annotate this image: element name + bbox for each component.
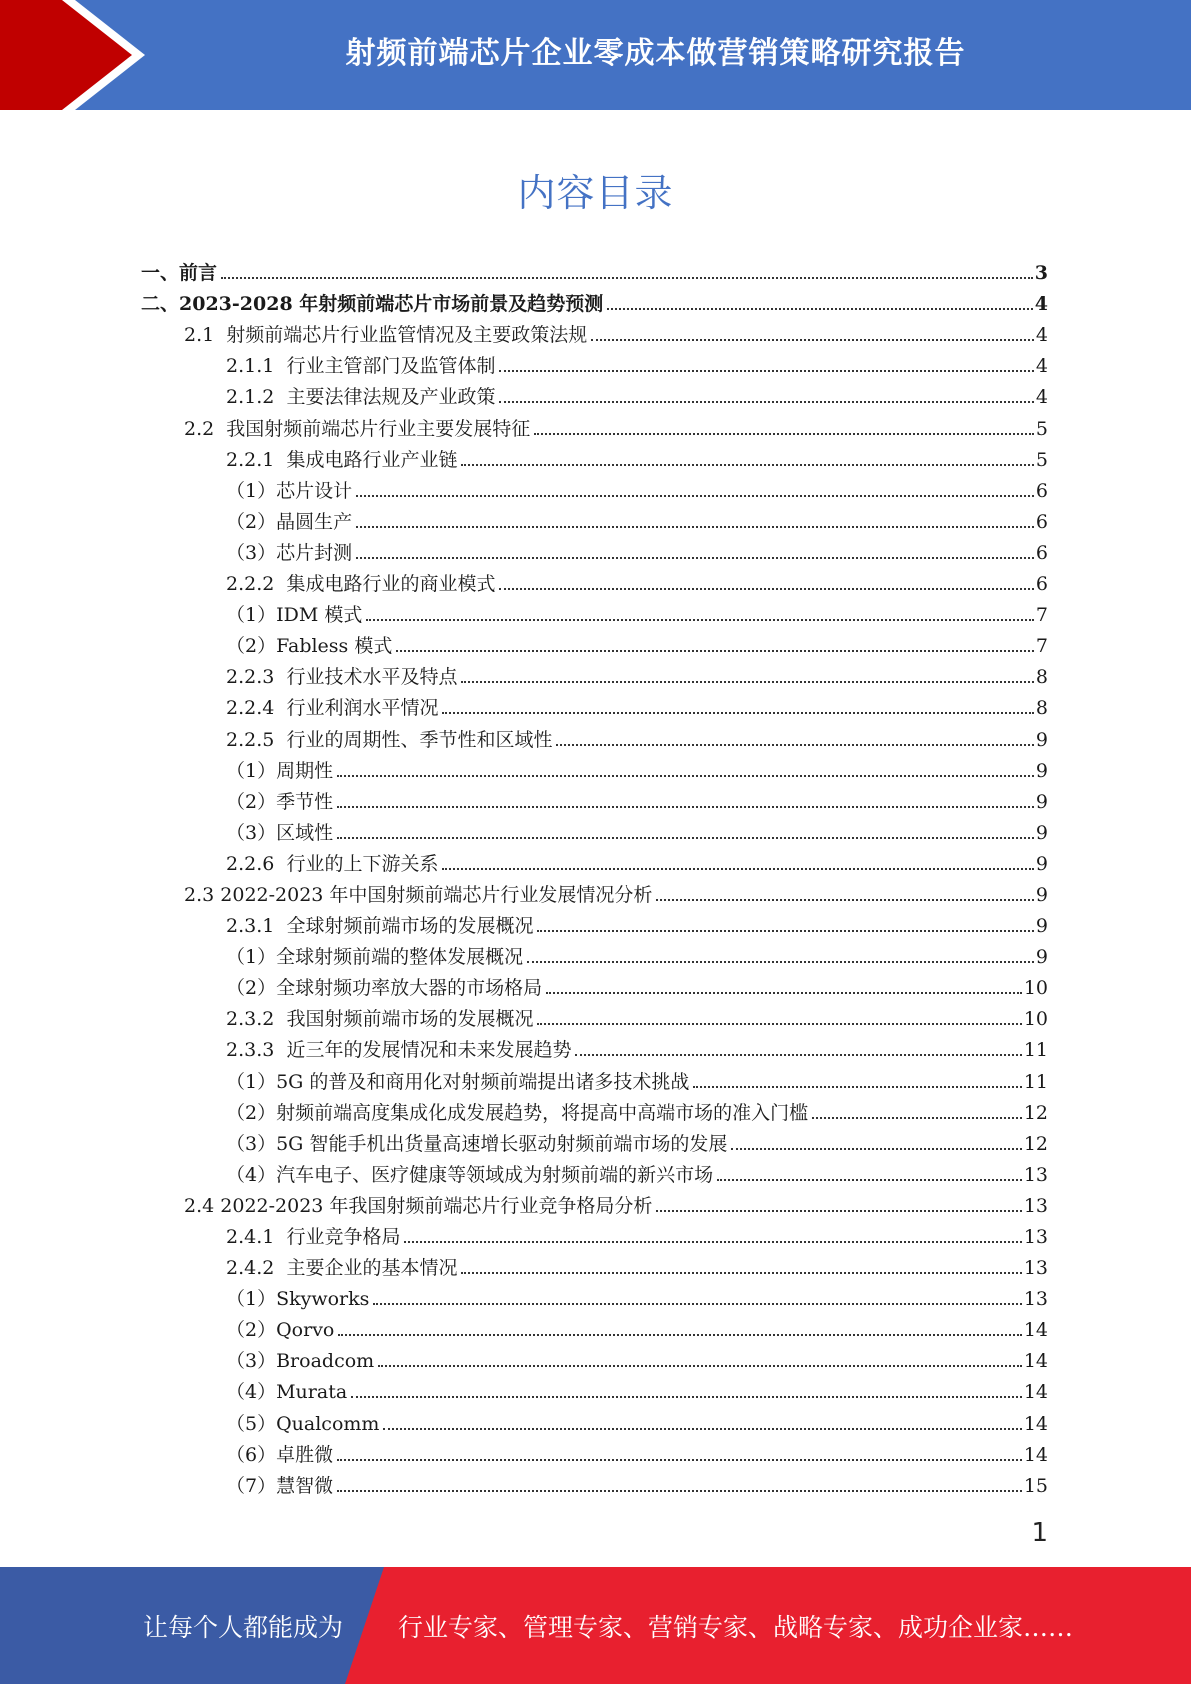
toc-leader-dots <box>356 495 1034 497</box>
toc-entry-page: 14 <box>1023 1381 1048 1404</box>
toc-leader-dots <box>499 370 1033 372</box>
toc-entry-number: （1） <box>226 604 277 627</box>
toc-entry-number: （1） <box>226 479 277 502</box>
toc-entry[interactable] <box>141 1341 1048 1372</box>
toc-entry-label: 2022-2023 年我国射频前端芯片行业竞争格局分析 <box>220 1194 653 1217</box>
toc-entry-page: 14 <box>1023 1350 1048 1373</box>
toc-entry-page: 3 <box>1034 262 1048 285</box>
toc-entry-page: 6 <box>1035 479 1048 502</box>
toc-leader-dots <box>461 464 1033 466</box>
toc-leader-dots <box>351 1396 1022 1398</box>
toc-leader-dots <box>461 681 1033 683</box>
toc-entry[interactable] <box>141 315 1048 346</box>
toc-entry-number: （3） <box>226 541 277 564</box>
toc-leader-dots <box>356 526 1034 528</box>
toc-entry[interactable] <box>141 1310 1048 1341</box>
toc-entry[interactable] <box>141 408 1048 439</box>
toc-leader-dots <box>404 1241 1021 1243</box>
toc-entry-page: 6 <box>1035 510 1048 533</box>
toc-entry-number: （1） <box>226 1288 277 1311</box>
toc-leader-dots <box>537 1023 1021 1025</box>
toc-entry-page: 10 <box>1023 977 1048 1000</box>
toc-leader-dots <box>527 961 1034 963</box>
toc-entry-number: 2.4 <box>184 1194 221 1217</box>
toc-entry-label: 季节性 <box>276 790 334 813</box>
toc-entry-label: Skyworks <box>276 1288 370 1311</box>
toc-entry-label: 2023-2028 年射频前端芯片市场前景及趋势预测 <box>179 293 604 316</box>
toc-entry-number: 2.2.3 <box>226 666 287 689</box>
toc-entry-label: IDM 模式 <box>276 604 363 627</box>
toc-entry-label: 主要企业的基本情况 <box>286 1257 458 1280</box>
toc-entry-label: 行业技术水平及特点 <box>286 666 458 689</box>
report-title: 射频前端芯片企业零成本做营销策略研究报告 <box>345 36 966 71</box>
toc-entry[interactable] <box>141 657 1048 688</box>
toc-entry-number: 2.2.1 <box>226 448 287 471</box>
toc-entry-number: 一、 <box>141 262 180 285</box>
toc-leader-dots <box>461 1272 1021 1274</box>
toc-leader-dots <box>337 837 1034 839</box>
toc-entry-number: （1） <box>226 1070 277 1093</box>
toc-entry-page: 9 <box>1035 915 1048 938</box>
toc-entry-label: Fabless 模式 <box>276 635 393 658</box>
toc-leader-dots <box>656 899 1033 901</box>
toc-entry-label: 全球射频前端的整体发展概况 <box>276 946 524 969</box>
toc-entry-page: 8 <box>1035 697 1048 720</box>
toc-entry-page: 5 <box>1035 417 1048 440</box>
toc-entry[interactable] <box>141 844 1048 875</box>
toc-entry-label: 汽车电子、医疗健康等领域成为射频前端的新兴市场 <box>276 1163 714 1186</box>
toc-entry-number: 2.4.2 <box>226 1257 287 1280</box>
toc-entry-number: 2.2.5 <box>226 728 287 751</box>
toc-entry-number: （4） <box>226 1381 277 1404</box>
toc-entry-label: 区域性 <box>276 821 334 844</box>
toc-entry[interactable] <box>141 1217 1048 1248</box>
toc-entry[interactable] <box>141 502 1048 533</box>
toc-entry-page: 9 <box>1035 883 1048 906</box>
toc-leader-dots <box>591 339 1034 341</box>
toc-entry-label: 我国射频前端芯片行业主要发展特征 <box>226 417 531 440</box>
toc-entry[interactable] <box>141 906 1048 937</box>
toc-leader-dots <box>337 1490 1022 1492</box>
toc-leader-dots <box>812 1117 1022 1119</box>
toc-entry-page: 7 <box>1035 604 1048 627</box>
footer-slogan-right: 行业专家、管理专家、营销专家、战略专家、成功企业家…… <box>398 1612 1074 1642</box>
toc-entry-label: 行业主管部门及监管体制 <box>286 355 496 378</box>
toc-leader-dots <box>534 433 1034 435</box>
footer-slogan-left: 让每个人都能成为 <box>143 1612 344 1642</box>
toc-entry-label: 慧智微 <box>276 1474 334 1497</box>
toc-entry-page: 13 <box>1023 1194 1048 1217</box>
toc-entry-label: 集成电路行业的商业模式 <box>286 573 496 596</box>
toc-entry-number: 2.3.3 <box>226 1039 287 1062</box>
toc-entry-label: 周期性 <box>276 759 334 782</box>
toc-entry-label: 近三年的发展情况和未来发展趋势 <box>286 1039 572 1062</box>
toc-leader-dots <box>337 806 1034 808</box>
toc-entry-page: 9 <box>1035 790 1048 813</box>
toc-entry-number: （3） <box>226 1350 277 1373</box>
toc-entry-page: 4 <box>1035 324 1048 347</box>
toc-entry[interactable] <box>141 782 1048 813</box>
toc-leader-dots <box>442 868 1033 870</box>
toc-entry[interactable] <box>141 1279 1048 1310</box>
toc-entry-label: 行业利润水平情况 <box>286 697 439 720</box>
toc-entry[interactable] <box>141 1093 1048 1124</box>
toc-leader-dots <box>396 650 1034 652</box>
toc-entry-number: （2） <box>226 510 277 533</box>
toc-entry-label: 晶圆生产 <box>276 510 353 533</box>
toc-entry-label: 2022-2023 年中国射频前端芯片行业发展情况分析 <box>220 883 653 906</box>
toc-entry[interactable] <box>141 1186 1048 1217</box>
toc-entry-number: 2.2.2 <box>226 573 287 596</box>
toc-entry-page: 6 <box>1035 573 1048 596</box>
toc-entry-page: 13 <box>1023 1163 1048 1186</box>
toc-leader-dots <box>356 557 1034 559</box>
page-number: 1 <box>1031 1518 1048 1548</box>
toc-entry[interactable] <box>141 1403 1048 1434</box>
toc-entry[interactable] <box>141 626 1048 657</box>
toc-entry-page: 12 <box>1023 1101 1048 1124</box>
toc-entry[interactable] <box>141 1155 1048 1186</box>
toc-entry-page: 9 <box>1035 821 1048 844</box>
toc-leader-dots <box>337 1459 1022 1461</box>
toc-entry-number: 2.2 <box>184 417 227 440</box>
toc-entry[interactable] <box>141 533 1048 564</box>
toc-entry-number: （2） <box>226 1101 277 1124</box>
toc-entry-page: 12 <box>1023 1132 1048 1155</box>
toc-entry-page: 8 <box>1035 666 1048 689</box>
toc-entry[interactable] <box>141 1435 1048 1466</box>
toc-entry-label: 主要法律法规及产业政策 <box>286 386 496 409</box>
toc-entry-number: （2） <box>226 977 277 1000</box>
toc-leader-dots <box>337 775 1034 777</box>
toc-entry-label: Broadcom <box>276 1350 375 1373</box>
toc-entry-label: 卓胜微 <box>276 1443 334 1466</box>
toc-entry-label: 射频前端芯片行业监管情况及主要政策法规 <box>226 324 588 347</box>
toc-entry-page: 9 <box>1035 728 1048 751</box>
toc-entry[interactable] <box>141 253 1048 284</box>
toc-entry[interactable] <box>141 595 1048 626</box>
toc-entry-label: 集成电路行业产业链 <box>286 448 458 471</box>
toc-entry-label: 5G 的普及和商用化对射频前端提出诸多技术挑战 <box>276 1070 690 1093</box>
toc-entry-page: 6 <box>1035 541 1048 564</box>
toc-entry[interactable] <box>141 937 1048 968</box>
toc-entry[interactable] <box>141 1466 1048 1497</box>
table-of-contents <box>141 253 1048 1497</box>
toc-entry-label: 行业的上下游关系 <box>286 852 439 875</box>
toc-leader-dots <box>556 744 1033 746</box>
toc-leader-dots <box>338 1334 1021 1336</box>
toc-entry[interactable] <box>141 813 1048 844</box>
toc-entry-number: （3） <box>226 1132 277 1155</box>
toc-entry-number: 2.1.1 <box>226 355 287 378</box>
toc-entry-label: 5G 智能手机出货量高速增长驱动射频前端市场的发展 <box>276 1132 728 1155</box>
toc-entry-number: （2） <box>226 1319 277 1342</box>
toc-leader-dots <box>546 992 1022 994</box>
toc-entry[interactable] <box>141 688 1048 719</box>
toc-entry-number: 2.3 <box>184 883 221 906</box>
toc-title: 内容目录 <box>517 171 674 215</box>
toc-entry-page: 14 <box>1023 1412 1048 1435</box>
toc-leader-dots <box>366 619 1034 621</box>
toc-leader-dots <box>373 1303 1021 1305</box>
toc-entry-number: 2.4.1 <box>226 1226 287 1248</box>
toc-entry[interactable] <box>141 968 1048 999</box>
toc-leader-dots <box>717 1179 1022 1181</box>
toc-entry-number: （4） <box>226 1163 277 1186</box>
toc-entry-label: Qorvo <box>276 1319 335 1342</box>
toc-entry-number: （7） <box>226 1474 277 1497</box>
toc-entry-label: 行业的周期性、季节性和区域性 <box>286 728 553 751</box>
toc-entry-label: 全球射频功率放大器的市场格局 <box>276 977 543 1000</box>
toc-entry[interactable] <box>141 564 1048 595</box>
footer-banner <box>0 1567 1191 1684</box>
toc-entry-label: 射频前端高度集成化成发展趋势，将提高中高端市场的准入门槛 <box>276 1101 809 1124</box>
toc-entry-number: 二、 <box>141 293 180 316</box>
toc-leader-dots <box>221 277 1033 279</box>
toc-entry[interactable] <box>141 346 1048 377</box>
header-arrow-decoration <box>0 0 160 110</box>
toc-entry-label: 芯片封测 <box>276 541 353 564</box>
toc-entry[interactable] <box>141 471 1048 502</box>
toc-entry-page: 13 <box>1023 1226 1048 1248</box>
toc-entry-number: 2.3.2 <box>226 1008 287 1031</box>
toc-entry[interactable] <box>141 719 1048 750</box>
toc-entry-label: 行业竞争格局 <box>286 1226 401 1248</box>
toc-entry-label: 芯片设计 <box>276 479 353 502</box>
toc-entry[interactable] <box>141 1372 1048 1403</box>
toc-entry-number: （3） <box>226 821 277 844</box>
toc-entry-number: （1） <box>226 946 277 969</box>
toc-entry-label: 我国射频前端市场的发展概况 <box>286 1008 534 1031</box>
toc-entry-label: Murata <box>276 1381 348 1404</box>
toc-entry-page: 9 <box>1035 946 1048 969</box>
toc-entry-page: 4 <box>1035 386 1048 409</box>
toc-entry-page: 5 <box>1035 448 1048 471</box>
toc-entry-page: 15 <box>1023 1474 1048 1497</box>
toc-entry-page: 11 <box>1023 1070 1048 1093</box>
toc-entry[interactable] <box>141 284 1048 315</box>
toc-entry-page: 13 <box>1023 1257 1048 1280</box>
toc-entry-number: 2.1.2 <box>226 386 287 409</box>
toc-entry-number: （1） <box>226 759 277 782</box>
toc-entry[interactable] <box>141 1030 1048 1061</box>
toc-leader-dots <box>607 308 1032 310</box>
toc-entry-page: 14 <box>1023 1319 1048 1342</box>
toc-entry-label: 前言 <box>179 262 218 285</box>
toc-entry-number: （5） <box>226 1412 277 1435</box>
toc-leader-dots <box>731 1148 1021 1150</box>
toc-entry-label: 全球射频前端市场的发展概况 <box>286 915 534 938</box>
toc-leader-dots <box>537 930 1033 932</box>
toc-entry[interactable] <box>141 751 1048 782</box>
toc-entry-number: 2.2.6 <box>226 852 287 875</box>
toc-entry-number: 2.3.1 <box>226 915 287 938</box>
toc-entry-page: 14 <box>1023 1443 1048 1466</box>
toc-entry[interactable] <box>141 440 1048 471</box>
toc-entry[interactable] <box>141 1248 1048 1279</box>
toc-leader-dots <box>378 1365 1022 1367</box>
toc-entry-page: 13 <box>1023 1288 1048 1311</box>
toc-leader-dots <box>656 1210 1021 1212</box>
toc-entry[interactable] <box>141 999 1048 1030</box>
toc-leader-dots <box>383 1428 1021 1430</box>
toc-entry-page: 11 <box>1023 1039 1048 1062</box>
header-bar <box>0 0 1191 110</box>
toc-leader-dots <box>575 1054 1021 1056</box>
toc-entry-number: （2） <box>226 635 277 658</box>
toc-leader-dots <box>499 588 1033 590</box>
toc-entry[interactable] <box>141 377 1048 408</box>
toc-entry-number: （2） <box>226 790 277 813</box>
toc-entry[interactable] <box>141 1061 1048 1092</box>
toc-entry[interactable] <box>141 1124 1048 1155</box>
toc-leader-dots <box>499 401 1033 403</box>
toc-entry-number: 2.2.4 <box>226 697 287 720</box>
toc-entry-page: 7 <box>1035 635 1048 658</box>
toc-entry-number: （6） <box>226 1443 277 1466</box>
toc-entry-page: 9 <box>1035 759 1048 782</box>
toc-entry-page: 4 <box>1034 293 1048 316</box>
toc-entry-page: 9 <box>1035 852 1048 875</box>
toc-leader-dots <box>442 712 1033 714</box>
toc-entry-number: 2.1 <box>184 324 227 347</box>
toc-leader-dots <box>693 1086 1021 1088</box>
toc-entry-page: 4 <box>1035 355 1048 378</box>
toc-entry-label: Qualcomm <box>276 1412 380 1435</box>
toc-entry-page: 10 <box>1023 1008 1048 1031</box>
toc-entry[interactable] <box>141 875 1048 906</box>
